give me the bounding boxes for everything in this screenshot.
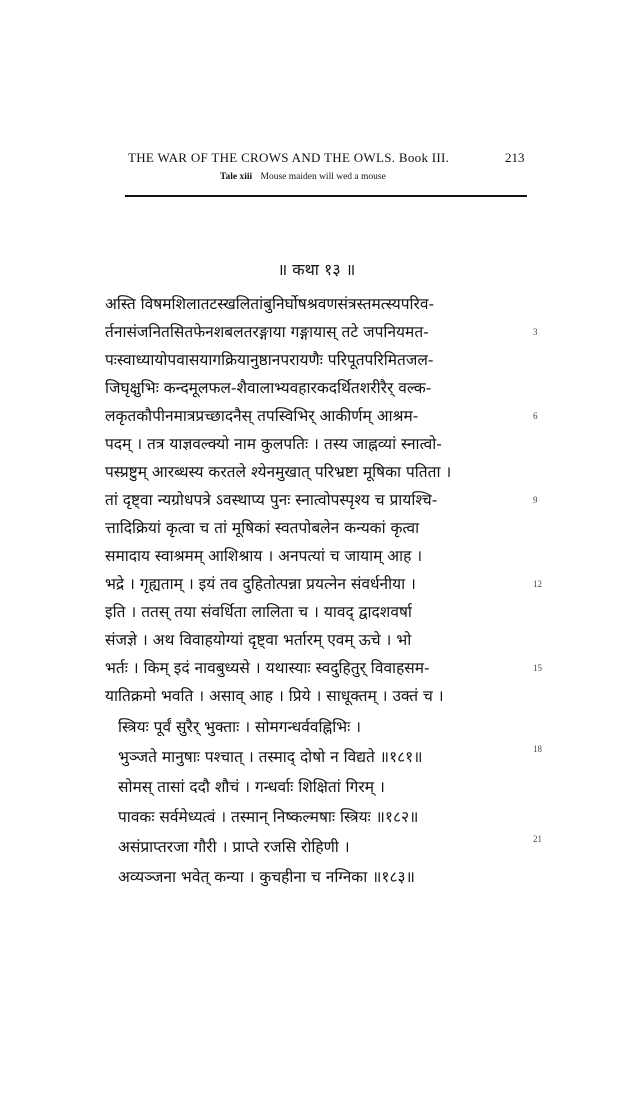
prose-line: पःस्वाध्यायोपवासयागक्रियानुष्ठानपरायणैः परिपूतपरिमितजल- [105, 351, 434, 369]
prose-line: त्तादिक्रियां कृत्वा च तां मूषिकां स्वतपोबलेन कन्यकां कृत्वा [105, 519, 420, 537]
prose-line: समादाय स्वाश्रमम् आशिश्राय । अनपत्यां च जायाम् आह । [105, 547, 423, 565]
prose-line: जिघृक्षुभिः कन्दमूलफल-शैवालाभ्यवहारकदर्थितशरीरैर् वल्क- [105, 379, 432, 397]
prose-line: पदम् । तत्र याज्ञवल्क्यो नाम कुलपतिः । तस्य जाह्नव्यां स्नात्वो- [105, 435, 442, 453]
prose-line: लकृतकौपीनमात्रप्रच्छादनैस् तपस्विभिर् आकीर्णम् आश्रम- [105, 407, 419, 425]
prose-line: भद्रे । गृह्यताम् । इयं तव दुहितोत्पन्ना प्रयत्नेन संवर्धनीया । [105, 575, 416, 593]
tale-caption: Mouse maiden will wed a mouse [260, 172, 386, 182]
prose-line: तां दृष्ट्वा न्यग्रोधपत्रे ऽवस्थाप्य पुनः स्नात्वोपस्पृश्य च प्रायश्चि- [105, 491, 438, 509]
line-number: 3 [533, 327, 538, 337]
verse-line: सोमस् तासां ददौ शौचं । गन्धर्वाः शिक्षितां गिरम् । [118, 778, 385, 796]
tale-subheading [220, 172, 386, 182]
line-number: 6 [533, 411, 538, 421]
verse-line: स्त्रियः पूर्वं सुरैर् भुक्ताः । सोमगन्धर्ववह्निभिः । [118, 718, 362, 736]
prose-line: र्तनासंजनितसितफेनशबलतरङ्गाया गङ्गायास् तटे जपनियमत- [105, 323, 429, 341]
line-number: 9 [533, 495, 538, 505]
verse-line: असंप्राप्तरजा गौरी । प्राप्ते रजसि रोहिणी । [118, 838, 350, 856]
verse-line: अव्यञ्जना भवेत् कन्या । कुचहीना च नग्निका ॥१८३॥ [118, 868, 415, 886]
tale-label: Tale xiii [220, 172, 253, 182]
prose-line: इति । ततस् तया संवर्धिता लालिता च । यावद् द्वादशवर्षा [105, 603, 412, 621]
line-number: 12 [533, 579, 542, 589]
line-number: 15 [533, 663, 542, 673]
line-number: 21 [533, 834, 542, 844]
verse-line: पावकः सर्वमेध्यत्वं । तस्मान् निष्कल्मषाः स्त्रियः ॥१८२॥ [118, 808, 419, 826]
header-rule [125, 195, 527, 197]
tale-title: ॥ कथा १३ ॥ [277, 260, 356, 279]
page-number: 213 [505, 150, 525, 165]
verse-line: भुञ्जते मानुषाः पश्चात् । तस्माद् दोषो न विद्यते ॥१८१॥ [118, 748, 423, 766]
prose-line: यातिक्रमो भवति । असाव् आह । प्रिये । साधूक्तम् । उक्तं च । [105, 687, 444, 705]
prose-line: अस्ति विषमशिलातटस्खलितांबुनिर्घोषश्रवणसंत्रस्तमत्स्यपरिव- [105, 295, 435, 313]
running-title: THE WAR OF THE CROWS AND THE OWLS. Book III. [128, 150, 450, 165]
prose-line: पस्प्रष्टुम् आरब्धस्य करतले श्येनमुखात् परिभ्रष्टा मूषिका पतिता । [105, 463, 452, 481]
prose-line: भर्तः । किम् इदं नावबुध्यसे । यथास्याः स्वदुहितुर् विवाहसम- [105, 659, 430, 677]
prose-line: संजज्ञे । अथ विवाहयोग्यां दृष्ट्वा भर्तारम् एवम् ऊचे । भो [105, 631, 412, 649]
line-number: 18 [533, 744, 542, 754]
